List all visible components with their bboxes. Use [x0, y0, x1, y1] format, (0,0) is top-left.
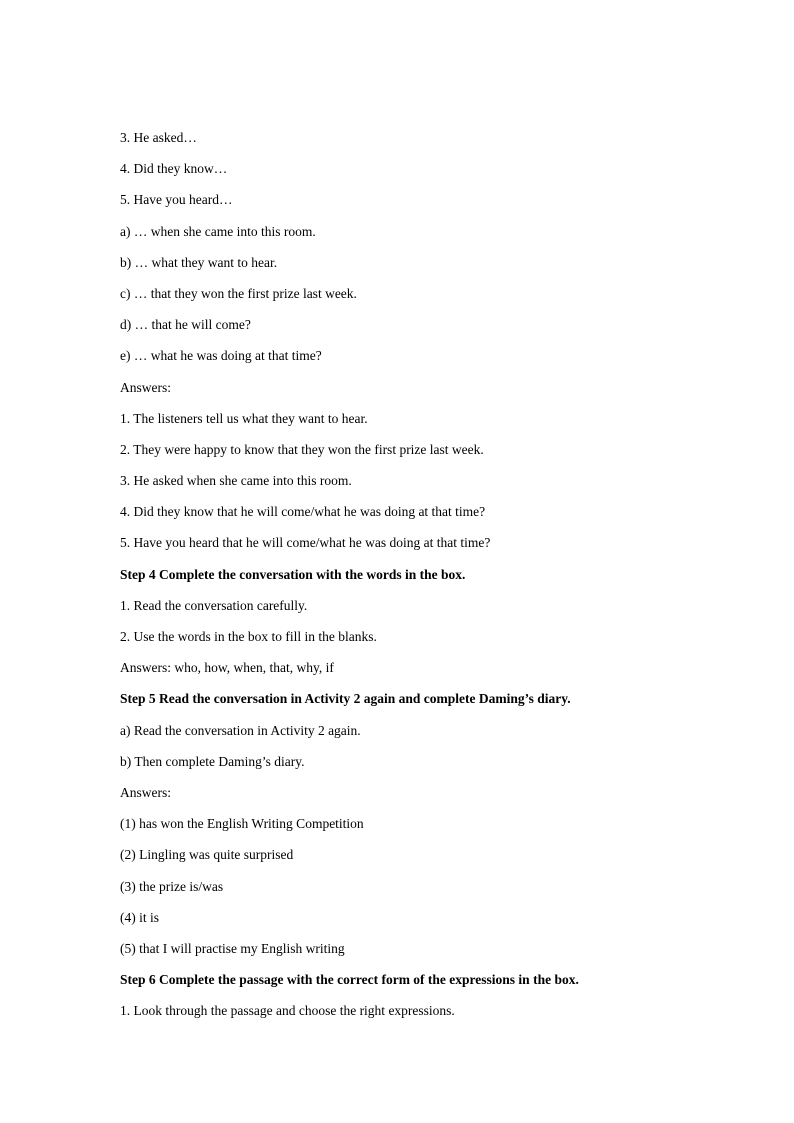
answers-label: Answers:: [120, 784, 171, 800]
text-line: 1. Look through the passage and choose the right expressions.: [120, 1003, 455, 1019]
document-body: [120, 129, 720, 1033]
text-line: 3. He asked when she came into this room.: [120, 473, 352, 489]
text-line: b) Then complete Daming’s diary.: [120, 753, 305, 769]
text-line: b) … what they want to hear.: [120, 254, 278, 270]
text-line: d) … that he will come?: [120, 317, 251, 333]
text-line: 1. The listeners tell us what they want to hear.: [120, 410, 368, 426]
text-line: 3. He asked…: [120, 130, 197, 145]
step-5-heading: Step 5 Read the conversation in Activity 2 again and complete Daming’s diary.: [120, 691, 571, 707]
text-line: a) … when she came into this room.: [120, 223, 316, 239]
text-line: (5) that I will practise my English writing: [120, 940, 345, 956]
text-line: Answers: who, how, when, that, why, if: [120, 660, 334, 676]
text-line: c) … that they won the first prize last week.: [120, 285, 357, 301]
text-line: 2. Use the words in the box to fill in the blanks.: [120, 629, 377, 644]
text-line: 5. Have you heard…: [120, 192, 233, 208]
text-line: (2) Lingling was quite surprised: [120, 847, 294, 863]
text-line: (4) it is: [120, 909, 159, 925]
text-line: 5. Have you heard that he will come/what he was doing at that time?: [120, 535, 491, 551]
text-line: 1. Read the conversation carefully.: [120, 597, 308, 613]
text-line: a) Read the conversation in Activity 2 again.: [120, 722, 361, 738]
step-6-heading: Step 6 Complete the passage with the correct form of the expressions in the box.: [120, 972, 579, 988]
text-line: 4. Did they know…: [120, 161, 228, 177]
text-line: 4. Did they know that he will come/what he was doing at that time?: [120, 504, 486, 520]
step-4-heading: Step 4 Complete the conversation with the words in the box.: [120, 566, 466, 582]
answers-label: Answers:: [120, 379, 171, 395]
text-line: e) … what he was doing at that time?: [120, 348, 322, 364]
text-line: (3) the prize is/was: [120, 878, 224, 894]
text-line: (1) has won the English Writing Competition: [120, 816, 364, 832]
text-line: 2. They were happy to know that they won the first prize last week.: [120, 441, 484, 457]
